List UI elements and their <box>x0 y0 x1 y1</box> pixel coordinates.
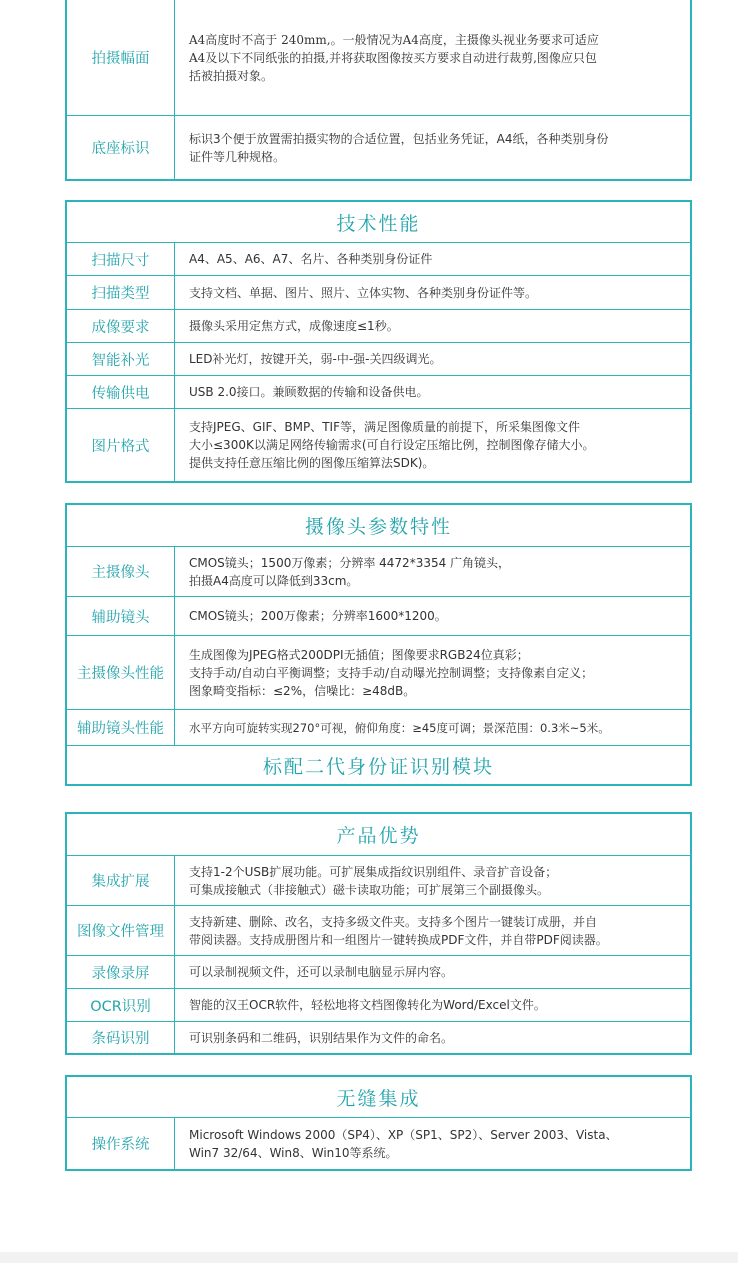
row-value <box>175 343 690 375</box>
table-row <box>67 906 690 956</box>
row-value <box>175 636 690 709</box>
section-title: 技术性能 <box>67 202 690 243</box>
value-line: USB 2.0接口。兼顾数据的传输和设备供电。 <box>189 385 429 399</box>
value-line: CMOS镜头；200万像素；分辨率1600*1200。 <box>189 609 447 623</box>
row-value <box>175 856 690 905</box>
value-line: 支持文档、单据、图片、照片、立体实物、各种类别身份证件等。 <box>189 285 538 300</box>
row-value <box>175 710 690 745</box>
spec-table-capture <box>65 0 692 181</box>
value-line: 支持JPEG、GIF、BMP、TIF等，满足图像质量的前提下，所采集图像文件 <box>189 420 580 434</box>
row-label: 扫描尺寸 <box>67 243 175 275</box>
row-label: OCR识别 <box>67 989 175 1021</box>
value-line: 水平方向可旋转实现270°可视，俯仰角度：≥45度可调；景深范围：0.3米~5米。 <box>189 720 610 735</box>
row-label: 传输供电 <box>67 376 175 408</box>
value-line: Win7 32/64、Win8、Win10等系统。 <box>189 1145 398 1160</box>
row-value <box>175 116 690 179</box>
value-line: 大小≤300K以满足网络传输需求(可自行设定压缩比例，控制图像存储大小。 <box>189 438 595 452</box>
spec-table-tech <box>65 200 692 483</box>
section-title: 摄像头参数特性 <box>67 505 690 547</box>
table-row <box>67 409 690 481</box>
table-row <box>67 343 690 376</box>
section-footer-title: 标配二代身份证识别模块 <box>67 745 690 784</box>
value-line: A4及以下不同纸张的拍摄,并将获取图像按买方要求自动进行裁剪,图像应只包 <box>189 50 597 65</box>
table-row <box>67 856 690 906</box>
row-value <box>175 1118 690 1169</box>
row-value <box>175 547 690 596</box>
table-row <box>67 956 690 989</box>
value-line: 支持1-2个USB扩展功能。可扩展集成指纹识别组件、录音扩音设备； <box>189 864 558 879</box>
value-line: 图象畸变指标：≤2%，信噪比：≥48dB。 <box>189 683 416 698</box>
value-line: A4高度时不高于 240mm,。一般情况为A4高度，主摄像头视业务要求可适应 <box>189 32 599 47</box>
row-value <box>175 906 690 955</box>
table-row <box>67 243 690 276</box>
value-line: A4、A5、A6、A7、名片、各种类别身份证件 <box>189 252 433 266</box>
value-line: 生成图像为JPEG格式200DPI无插值；图像要求RGB24位真彩； <box>189 647 529 662</box>
row-label: 辅助镜头性能 <box>67 710 175 745</box>
row-label: 条码识别 <box>67 1022 175 1053</box>
row-value <box>175 310 690 342</box>
table-row <box>67 276 690 310</box>
spec-table-seamless <box>65 1075 692 1171</box>
row-label: 图片格式 <box>67 409 175 481</box>
row-label: 扫描类型 <box>67 276 175 309</box>
value-line: 标识3个便于放置需拍摄实物的合适位置，包括业务凭证，A4纸，各种类别身份 <box>189 131 609 146</box>
row-label: 辅助镜头 <box>67 597 175 635</box>
value-line: 摄像头采用定焦方式，成像速度≤1秒。 <box>189 319 399 333</box>
value-line: LED补光灯，按键开关，弱-中-强-关四级调光。 <box>189 352 442 366</box>
table-row <box>67 0 690 116</box>
row-value <box>175 409 690 481</box>
row-label: 集成扩展 <box>67 856 175 905</box>
table-row <box>67 636 690 710</box>
row-label: 成像要求 <box>67 310 175 342</box>
row-value <box>175 243 690 275</box>
row-label: 底座标识 <box>67 116 175 179</box>
row-value <box>175 276 690 309</box>
table-row <box>67 310 690 343</box>
page-bottom-bar <box>0 1252 738 1263</box>
row-value <box>175 0 690 115</box>
row-label: 录像录屏 <box>67 956 175 988</box>
row-value <box>175 956 690 988</box>
row-label: 操作系统 <box>67 1118 175 1169</box>
row-label: 图像文件管理 <box>67 906 175 955</box>
row-label: 主摄像头 <box>67 547 175 596</box>
value-line: 带阅读器。支持成册图片和一组图片一键转换成PDF文件，并自带PDF阅读器。 <box>189 932 608 947</box>
value-line: 可识别条码和二维码，识别结果作为文件的命名。 <box>189 1030 454 1045</box>
table-row <box>67 547 690 597</box>
table-row <box>67 376 690 409</box>
row-value <box>175 376 690 408</box>
value-line: 提供支持任意压缩比例的图像压缩算法SDK)。 <box>189 456 435 470</box>
value-line: 支持新建、删除、改名，支持多级文件夹。支持多个图片一键装订成册，并自 <box>189 914 598 929</box>
row-value <box>175 1022 690 1053</box>
value-line: CMOS镜头；1500万像素；分辨率 4472*3354 广角镜头， <box>189 555 511 570</box>
row-value <box>175 597 690 635</box>
section-title: 无缝集成 <box>67 1077 690 1118</box>
table-row <box>67 116 690 179</box>
value-line: 智能的汉王OCR软件，轻松地将文档图像转化为Word/Excel文件。 <box>189 998 546 1012</box>
value-line: 证件等几种规格。 <box>189 149 286 164</box>
table-row <box>67 710 690 745</box>
table-row <box>67 597 690 636</box>
spec-table-camera <box>65 503 692 786</box>
section-title: 产品优势 <box>67 814 690 856</box>
table-row <box>67 989 690 1022</box>
value-line: 可集成接触式（非接触式）磁卡读取功能；可扩展第三个副摄像头。 <box>189 882 550 897</box>
value-line: 括被拍摄对象。 <box>189 68 274 83</box>
table-row <box>67 1118 690 1169</box>
row-label: 主摄像头性能 <box>67 636 175 709</box>
value-line: Microsoft Windows 2000（SP4）、XP（SP1、SP2）、Server 2003、Vista、 <box>189 1127 618 1142</box>
value-line: 支持手动/自动白平衡调整；支持手动/自动曝光控制调整；支持像素自定义； <box>189 665 594 680</box>
value-line: 拍摄A4高度可以降低到33cm。 <box>189 573 359 588</box>
row-label: 拍摄幅面 <box>67 0 175 115</box>
value-line: 可以录制视频文件，还可以录制电脑显示屏内容。 <box>189 965 454 979</box>
row-value <box>175 989 690 1021</box>
row-label: 智能补光 <box>67 343 175 375</box>
spec-table-advantages <box>65 812 692 1055</box>
table-row <box>67 1022 690 1053</box>
